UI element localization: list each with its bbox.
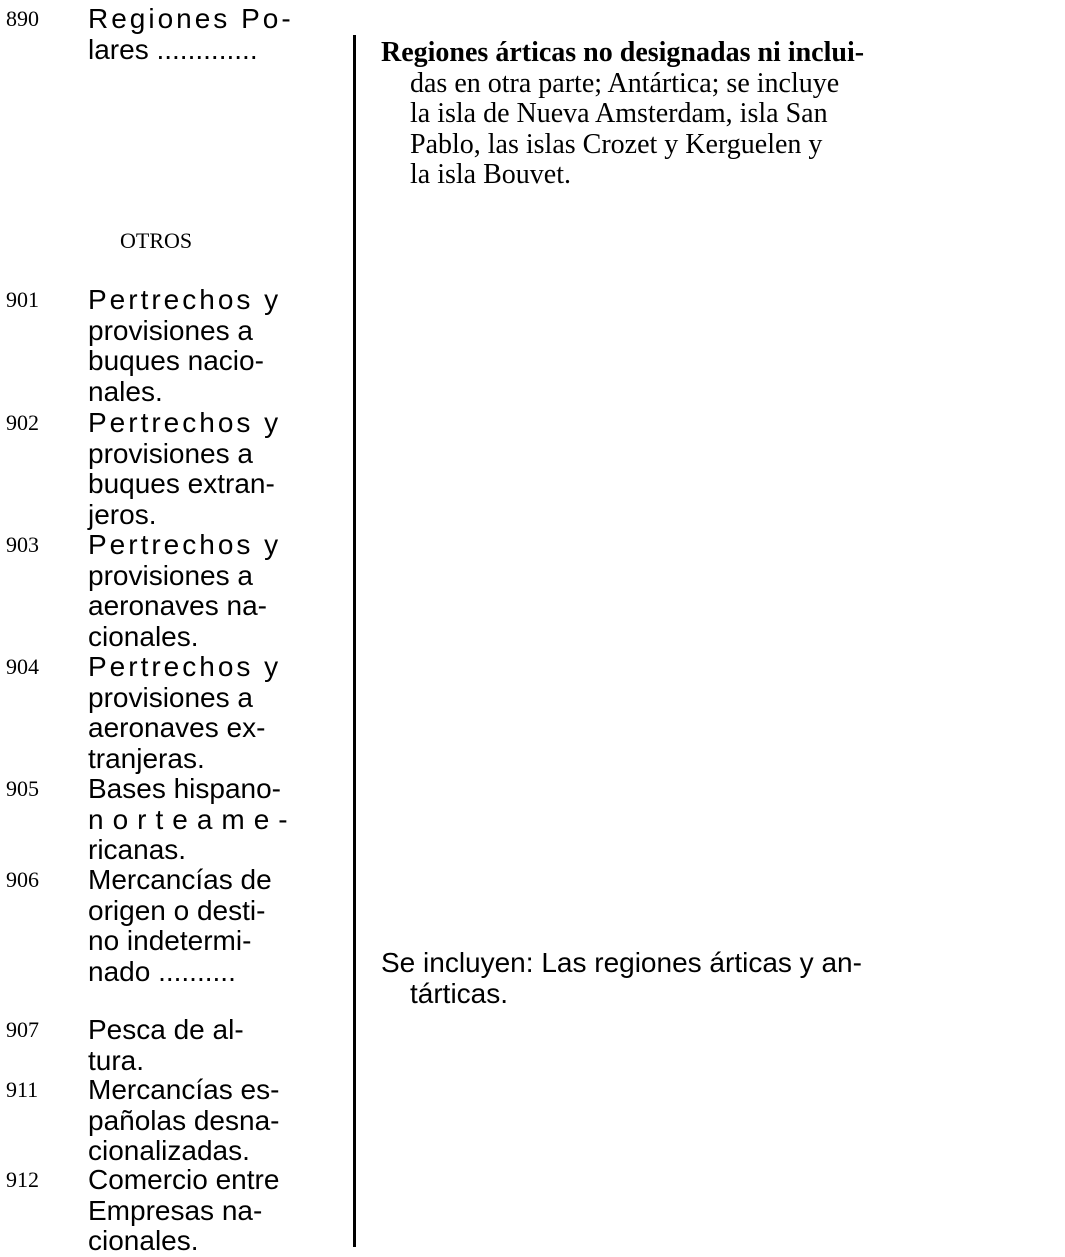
entry-label [88,4,333,65]
entry-label-line: Pertrechos y [88,529,282,560]
entry-label-line: tranjeras. [88,742,205,774]
entry-label-line: jeros. [88,498,157,530]
entry-label-line: aeronaves ex- [88,712,266,743]
description-indeterminate [381,948,1046,1009]
entry-code: 901 [6,287,39,312]
entry-code: 904 [6,654,39,679]
entry-label-line: provisiones a [88,314,253,346]
entry-label-line: Pertrechos y [88,284,282,315]
entry-label-line: Pertrechos y [88,407,282,438]
entry-label-line: ricanas. [88,834,187,865]
entry-label-line: no indetermi- [88,925,252,956]
entry-code: 912 [6,1167,39,1192]
entry-label [88,652,333,774]
entry-label-line: Pesca de al- [88,1014,244,1045]
entry-code: 911 [6,1077,39,1102]
entry-label-line: Regiones Po- [88,3,294,34]
entry-label-line: Bases hispano- [88,773,282,804]
description-line: Regiones árticas no designadas ni inclui- [381,37,865,68]
entry-label [88,865,333,987]
description-line: la isla Bouvet. [410,159,571,190]
entry-code: 905 [6,776,39,801]
entry-label [88,408,333,530]
entry-label-line: provisiones a [88,681,253,713]
entry-code: 906 [6,867,39,892]
entry-label [88,1075,333,1167]
description-line: Pablo, las islas Crozet y Kerguelen y [410,128,823,160]
entry-label [88,1015,333,1076]
entry-label-line: buques extran- [88,468,275,499]
entry-label-line: cionales. [88,1225,199,1256]
entry-label-line: origen o desti- [88,894,266,926]
entry-label-line: cionalizadas. [88,1135,250,1166]
entry-code: 907 [6,1017,39,1042]
entry-label-line: aeronaves na- [88,590,268,621]
entry-label-line: Empresas na- [88,1194,263,1226]
entry-label-line: cionales. [88,620,199,652]
entry-label [88,285,333,407]
description-polar [381,38,1046,191]
entry-label-line: Mercancías de [88,864,272,895]
entry-label-line: tura. [88,1044,145,1076]
entry-label-line: norteame- [88,803,297,835]
entry-label-line: Comercio entre [88,1164,280,1195]
entry-label-line: provisiones a [88,437,253,469]
section-heading: OTROS [120,228,193,253]
description-line: Se incluyen: Las regiones árticas y an- [381,947,862,978]
entry-label-line: buques nacio- [88,345,264,376]
column-divider [353,35,356,1247]
entry-label-line: Pertrechos y [88,651,282,682]
entry-code: 903 [6,532,39,557]
entry-label-line: nado .......... [88,955,236,987]
entry-label-line: provisiones a [88,559,253,591]
description-line: la isla de Nueva Amsterdam, isla San [410,98,828,129]
entry-label [88,530,333,652]
entry-label-line: nales. [88,375,163,407]
description-line: das en otra parte; Antártica; se incluye [410,67,840,99]
entry-label-line: Mercancías es- [88,1074,280,1105]
entry-label-line: pañolas desna- [88,1104,280,1136]
entry-label [88,1165,333,1257]
entry-label [88,774,333,866]
description-line: tárticas. [410,977,509,1009]
entry-code: 890 [6,6,39,31]
entry-label-line: lares ............. [88,33,258,65]
entry-code: 902 [6,410,39,435]
